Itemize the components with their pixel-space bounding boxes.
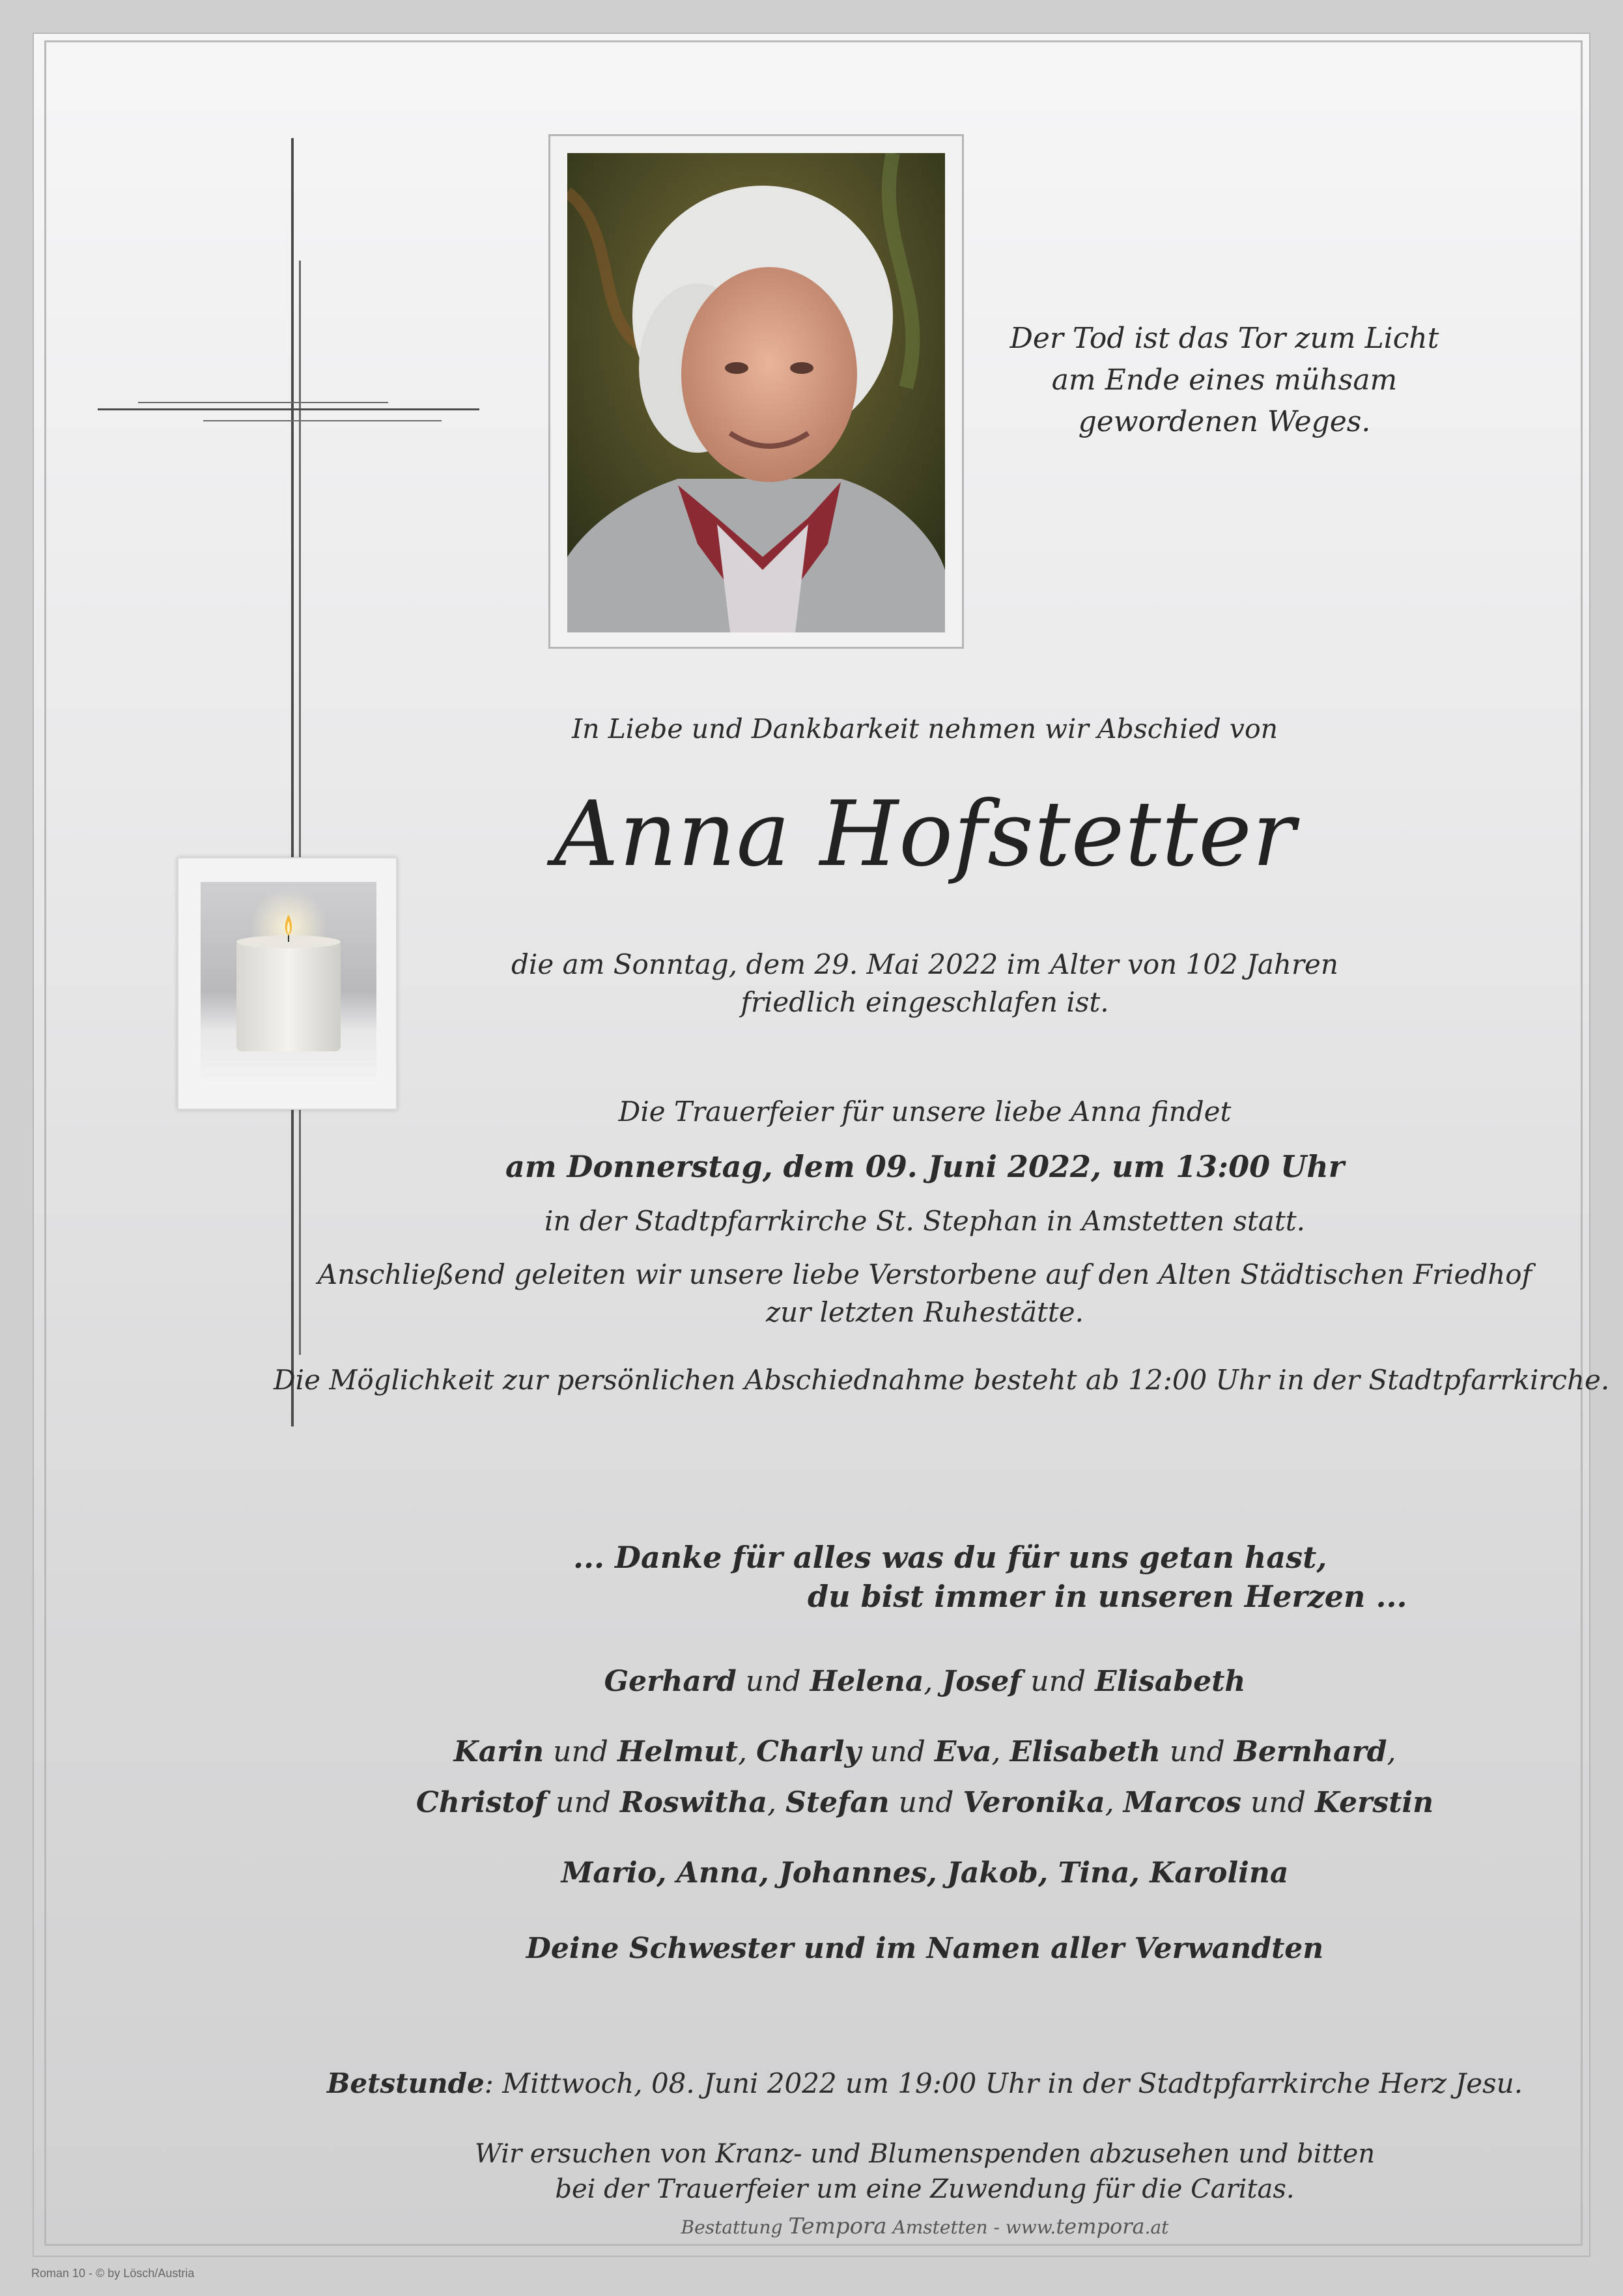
viewing-info: Die Möglichkeit zur persönlichen Abschiednahme besteht ab 12:00 Uhr in der Stadtpfarrkirche.	[274, 1364, 1610, 1396]
death-notice: die am Sonntag, dem 29. Mai 2022 im Alter von 102 Jahren friedlich eingeschlafen ist.	[511, 948, 1338, 1018]
mourners-row-1: Gerhard und Helena, Josef und Elisabeth	[604, 1665, 1246, 1698]
funeral-home-imprint: Bestattung Tempora Amstetten - www.tempora.at	[681, 2213, 1169, 2239]
portrait-frame	[548, 134, 964, 649]
mourners-row-2: Karin und Helmut, Charly und Eva, Elisabeth und Bernhard,	[453, 1735, 1396, 1768]
epitaph-quote: Der Tod ist das Tor zum Licht am Ende eines mühsam gewordenen Weges.	[1009, 322, 1439, 438]
donation-note: Wir ersuchen von Kranz- und Blumenspenden abzusehen und bitten bei der Trauerfeier um eine Zuwendung für die Caritas.	[474, 2139, 1376, 2204]
service-intro: Die Trauerfeier für unsere liebe Anna findet	[618, 1096, 1232, 1127]
service-place: in der Stadtpfarrkirche St. Stephan in Amstetten statt.	[544, 1205, 1305, 1237]
mourners-row-4: Mario, Anna, Johannes, Jakob, Tina, Karolina	[561, 1856, 1289, 1890]
mourners-row-3: Christof und Roswitha, Stefan und Veronika, Marcos und Kerstin	[416, 1786, 1434, 1819]
portrait-photo	[567, 153, 945, 632]
candle-image	[201, 882, 376, 1081]
thanks-line-1: ... Danke für alles was du für uns getan hast,	[573, 1540, 1327, 1575]
farewell-intro: In Liebe und Dankbarkeit nehmen wir Abschied von	[571, 713, 1278, 744]
deceased-name: Anna Hofstetter	[554, 782, 1296, 886]
burial-info: Anschließend geleiten wir unsere liebe Verstorbene auf den Alten Städtischen Friedhof zur letzten Ruhestätte.	[317, 1258, 1532, 1328]
prayer-hour: Betstunde: Mittwoch, 08. Juni 2022 um 19:00 Uhr in der Stadtpfarrkirche Herz Jesu.	[326, 2067, 1523, 2099]
template-credit: Roman 10 - © by Lösch/Austria	[31, 2267, 195, 2280]
service-date: am Donnerstag, dem 09. Juni 2022, um 13:00 Uhr	[505, 1149, 1344, 1184]
thanks-line-2: du bist immer in unseren Herzen ...	[808, 1579, 1407, 1614]
candle-frame	[177, 857, 397, 1110]
mourners-row-5: Deine Schwester und im Namen aller Verwandten	[526, 1932, 1324, 1965]
